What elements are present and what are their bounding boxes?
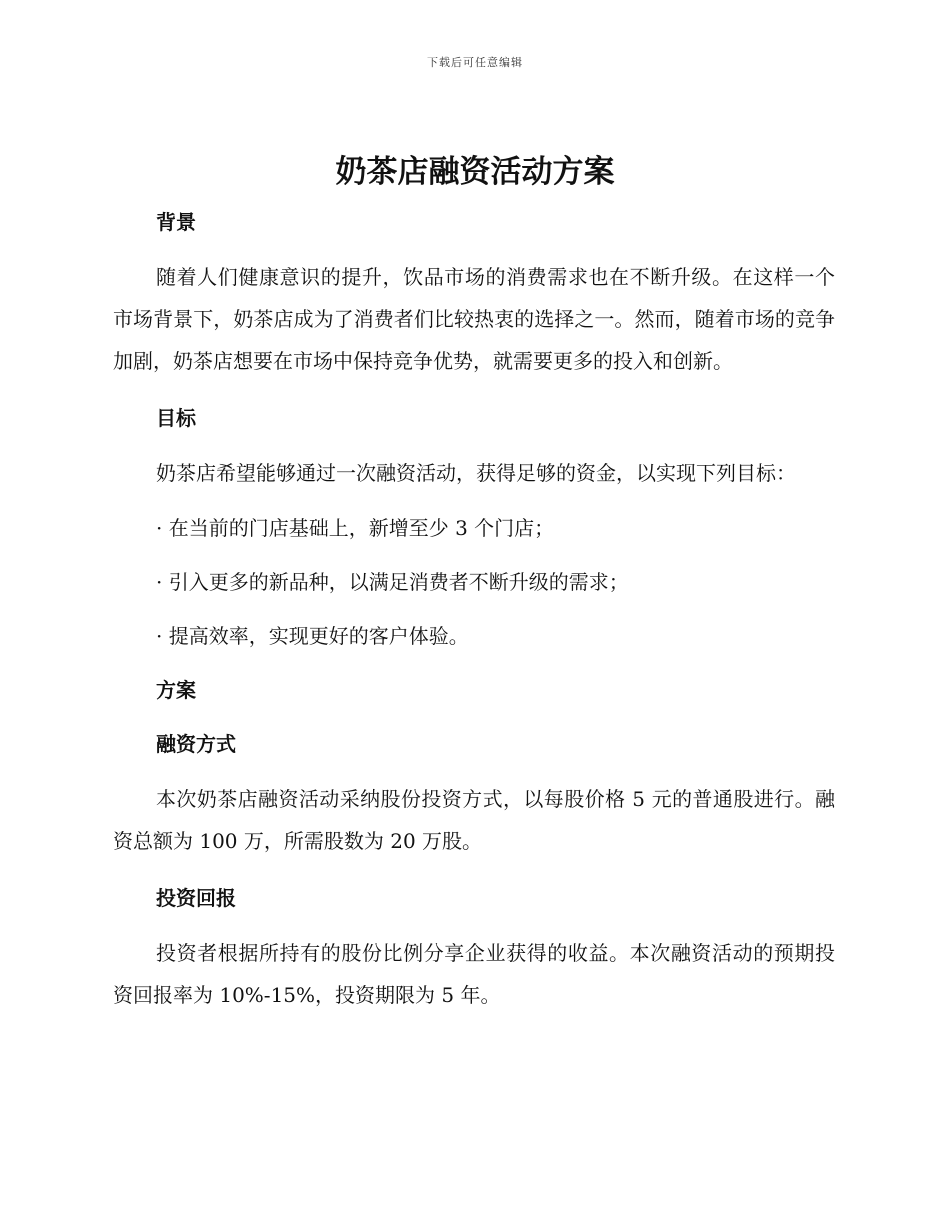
goal-bullet-item: · 提高效率，实现更好的客户体验。 <box>156 624 469 648</box>
section-heading-background: 背景 <box>156 210 196 234</box>
document-title: 奶茶店融资活动方案 <box>335 154 615 190</box>
subsection-heading-returns: 投资回报 <box>156 886 236 910</box>
subsection-heading-financing: 融资方式 <box>156 732 236 756</box>
page-header: 下载后可任意编辑 <box>427 56 523 69</box>
goal-bullet-item: · 在当前的门店基础上，新增至少 3 个门店； <box>156 516 555 540</box>
goal-bullet-item: · 引入更多的新品种，以满足消费者不断升级的需求； <box>156 570 629 594</box>
document-body <box>113 202 835 1016</box>
goal-paragraph: 奶茶店希望能够通过一次融资活动，获得足够的资金，以实现下列目标： <box>156 461 796 485</box>
section-heading-goal: 目标 <box>156 406 196 430</box>
financing-paragraph: 本次奶茶店融资活动采纳股份投资方式，以每股价格 5 元的普通股进行。融资总额为 100 万，所需股数为 20 万股。 <box>113 787 835 853</box>
section-heading-plan: 方案 <box>156 678 196 702</box>
background-paragraph: 随着人们健康意识的提升，饮品市场的消费需求也在不断升级。在这样一个市场背景下，奶茶店成为了消费者们比较热衷的选择之一。然而，随着市场的竞争加剧，奶茶店想要在市场中保持竞争优势，就需要更多的投入和创新。 <box>113 265 835 373</box>
returns-paragraph: 投资者根据所持有的股份比例分享企业获得的收益。本次融资活动的预期投资回报率为 10%-15%，投资期限为 5 年。 <box>113 941 835 1007</box>
